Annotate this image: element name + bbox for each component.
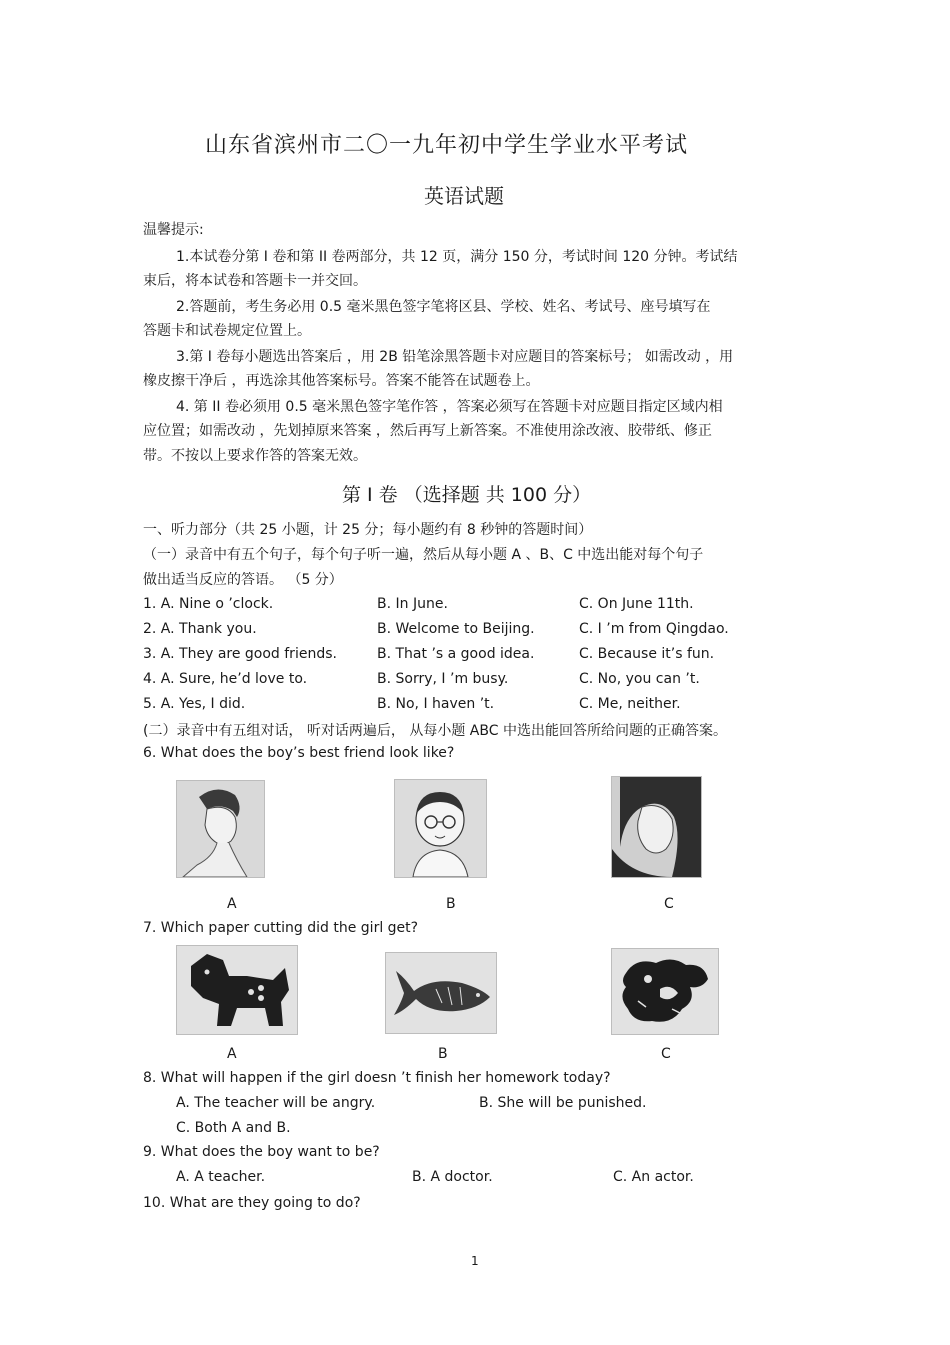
q2-option-a: 2. A. Thank you. <box>143 621 257 637</box>
q9-option-b: B. A doctor. <box>412 1169 493 1185</box>
q4-option-c: C. No, you can ’t. <box>579 671 700 687</box>
q3-option-a: 3. A. They are good friends. <box>143 646 337 662</box>
q8-text: 8. What will happen if the girl doesn ’t finish her homework today? <box>143 1070 611 1086</box>
q1-option-a: 1. A. Nine o ’clock. <box>143 596 274 612</box>
q4-option-a: 4. A. Sure, he’d love to. <box>143 671 308 687</box>
q3-option-b: B. That ’s a good idea. <box>377 646 535 662</box>
q2-option-c: C. I ’m from Qingdao. <box>579 621 729 637</box>
long-hair-girl-icon <box>612 777 701 877</box>
part1-sub1-line-1: （一）录音中有五个句子，每个句子听一遍，然后从每小题 A 、B、C 中选出能对每个句子 <box>143 547 704 563</box>
paper-cut-dog-icon <box>177 946 297 1034</box>
q6-picture-b <box>394 779 487 878</box>
q7-label-c: C <box>661 1046 671 1062</box>
q10-text: 10. What are they going to do? <box>143 1195 361 1211</box>
exam-title: 山东省滨州市二〇一九年初中学生学业水平考试 <box>205 133 689 158</box>
q2-option-b: B. Welcome to Beijing. <box>377 621 535 637</box>
tip-1-line-2: 束后，将本试卷和答题卡一并交回。 <box>143 273 367 289</box>
exam-subtitle: 英语试题 <box>424 184 504 208</box>
q1-option-b: B. In June. <box>377 596 448 612</box>
q6-label-a: A <box>227 896 237 912</box>
tips-heading: 温馨提示: <box>143 222 204 238</box>
q8-option-b: B. She will be punished. <box>479 1095 647 1111</box>
paper-cut-dragon-icon <box>612 949 718 1034</box>
tip-4-line-3: 带。不按以上要求作答的答案无效。 <box>143 448 367 464</box>
man-profile-icon <box>177 781 264 877</box>
q5-option-a: 5. A. Yes, I did. <box>143 696 246 712</box>
q1-option-c: C. On June 11th. <box>579 596 694 612</box>
page-number: 1 <box>471 1254 479 1268</box>
q9-text: 9. What does the boy want to be? <box>143 1144 380 1160</box>
q8-option-c: C. Both A and B. <box>176 1120 291 1136</box>
q7-picture-a <box>176 945 298 1035</box>
tip-1-line-1: 1.本试卷分第 I 卷和第 II 卷两部分，共 12 页，满分 150 分，考试时间 120 分钟。考试结 <box>176 249 738 265</box>
part1-sub2-heading: (二）录音中有五组对话， 听对话两遍后， 从每小题 ABC 中选出能回答所给问题的正确答案。 <box>143 723 727 739</box>
q7-picture-b <box>385 952 497 1034</box>
boy-with-glasses-icon <box>395 780 486 877</box>
tip-4-line-2: 应位置；如需改动 ，先划掉原来答案 ，然后再写上新答案。不准使用涂改液、胶带纸、修正 <box>143 423 712 439</box>
part1-heading: 一、听力部分（共 25 小题，计 25 分；每小题约有 8 秒钟的答题时间） <box>143 522 593 538</box>
q9-option-a: A. A teacher. <box>176 1169 266 1185</box>
q4-option-b: B. Sorry, I ’m busy. <box>377 671 509 687</box>
q6-label-b: B <box>446 896 456 912</box>
q7-label-a: A <box>227 1046 237 1062</box>
q3-option-c: C. Because it’s fun. <box>579 646 715 662</box>
q5-option-b: B. No, I haven ’t. <box>377 696 495 712</box>
q6-picture-c <box>611 776 702 878</box>
q7-picture-c <box>611 948 719 1035</box>
part1-sub1-line-2: 做出适当反应的答语。 （5 分） <box>143 572 343 588</box>
tip-2-line-1: 2.答题前，考生务必用 0.5 毫米黑色签字笔将区县、学校、姓名、考试号、座号填写在 <box>176 299 711 315</box>
tip-3-line-1: 3.第 I 卷每小题选出答案后 ，用 2B 铅笔涂黑答题卡对应题目的答案标号； 如需改动 ，用 <box>176 349 734 365</box>
tip-3-line-2: 橡皮擦干净后 ，再选涂其他答案标号。答案不能答在试题卷上。 <box>143 373 540 389</box>
tip-2-line-2: 答题卡和试卷规定位置上。 <box>143 323 311 339</box>
q6-label-c: C <box>664 896 674 912</box>
q6-text: 6. What does the boy’s best friend look like? <box>143 745 455 761</box>
q8-option-a: A. The teacher will be angry. <box>176 1095 376 1111</box>
section-title: 第 I 卷 （选择题 共 100 分） <box>342 484 592 506</box>
tip-4-line-1: 4. 第 II 卷必须用 0.5 毫米黑色签字笔作答 ，答案必须写在答题卡对应题目指定区域内相 <box>176 399 723 415</box>
paper-cut-fish-icon <box>386 953 496 1033</box>
q6-picture-a <box>176 780 265 878</box>
q9-option-c: C. An actor. <box>613 1169 694 1185</box>
q7-label-b: B <box>438 1046 448 1062</box>
q5-option-c: C. Me, neither. <box>579 696 681 712</box>
q7-text: 7. Which paper cutting did the girl get? <box>143 920 419 936</box>
